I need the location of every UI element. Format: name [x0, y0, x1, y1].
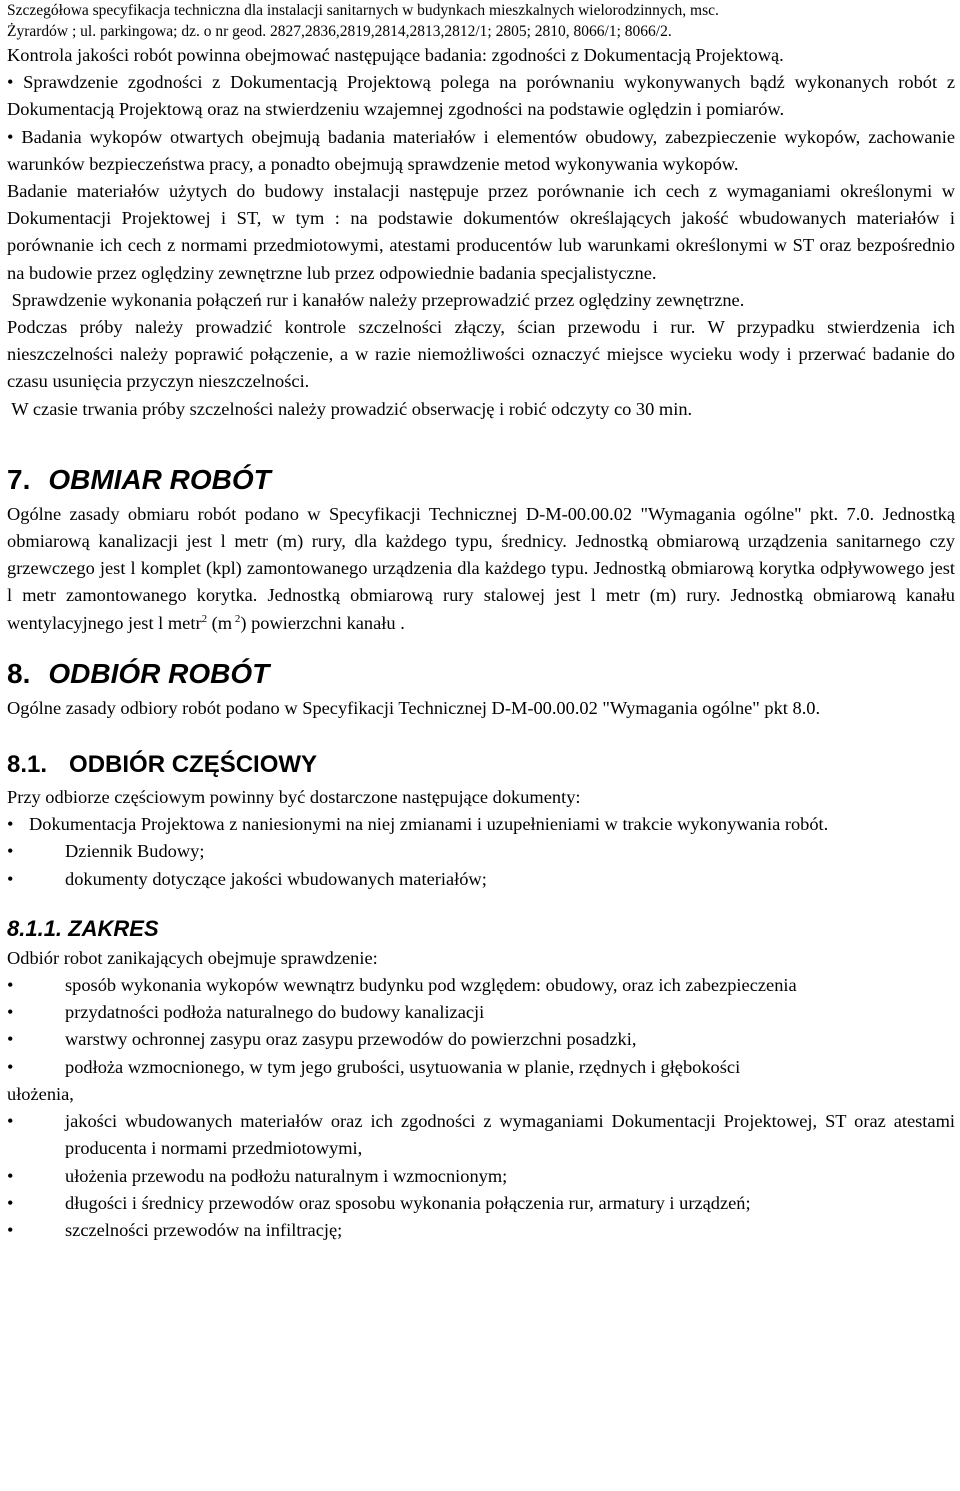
bullet-icon: •: [7, 1192, 14, 1213]
list-item: [7, 1026, 955, 1053]
joints-check-paragraph: Sprawdzenie wykonania połączeń rur i kanałów należy przeprowadzić przez oględziny zewnętrzne.: [7, 289, 745, 310]
list-item: [7, 866, 955, 893]
list-item-text: szczelności przewodów na infiltrację;: [65, 1219, 343, 1240]
list-item-text: podłoża wzmocnionego, w tym jego grubości, usytuowania w planie, rzędnych i głębokości: [65, 1056, 741, 1077]
superscript-2b: 2: [232, 612, 241, 625]
section-8-1-1-number: 8.1.1.: [7, 915, 63, 941]
section-8-1-heading: [7, 750, 955, 780]
list-item-text: warstwy ochronnej zasypu oraz zasypu przewodów do powierzchni posadzki,: [65, 1029, 637, 1050]
section-8-1-title: ODBIÓR CZĘŚCIOWY: [69, 751, 318, 779]
section-8-title: ODBIÓR ROBÓT: [48, 657, 270, 689]
superscript-2a: 2: [201, 612, 208, 625]
list-item: [7, 1054, 955, 1081]
bullet-icon: •: [7, 1002, 14, 1023]
section-8-1-list: [7, 811, 955, 893]
section-7-title: OBMIAR ROBÓT: [48, 463, 271, 495]
list-item-text: dokumenty dotyczące jakości wbudowanych materiałów;: [65, 868, 487, 889]
list-item-text: ułożenia przewodu na podłożu naturalnym i wzmocnionym;: [65, 1165, 508, 1186]
list-item: [7, 972, 955, 999]
list-item-text: sposób wykonania wykopów wewnątrz budynku pod względem: obudowy, oraz ich zabezpieczenia: [65, 975, 797, 996]
bullet-icon: •: [7, 1219, 14, 1240]
bullet-icon: •: [7, 868, 14, 889]
bullet-icon: •: [7, 841, 14, 862]
list-item-text: Dziennik Budowy;: [65, 841, 205, 862]
bullet-icon: •: [7, 1165, 14, 1186]
document-header: [7, 0, 955, 42]
section-8-1-1-list: [7, 972, 955, 1244]
list-item: [7, 999, 955, 1026]
section-8-heading: [7, 657, 955, 691]
list-item-wrap: ułożenia,: [7, 1083, 74, 1104]
section-8-1-1-title: ZAKRES: [68, 915, 159, 941]
leak-test-paragraph: Podczas próby należy prowadzić kontrole szczelności złączy, ścian przewodu i rur. W przypadku stwierdzenia ich nieszczelności należy poprawić połączenie, a w razie niemożliwości oznaczyć miejsce wycieku wody i przerwać badanie do czasu usunięcia przyczyn nieszczelności.: [7, 317, 955, 392]
bullet-icon: •: [7, 975, 14, 996]
list-item: [7, 1108, 955, 1162]
list-item: [7, 1163, 955, 1190]
bullet-icon: •: [7, 814, 14, 835]
list-item: [7, 1190, 955, 1217]
section-8-1-1-intro: Odbiór robot zanikających obejmuje sprawdzenie:: [7, 947, 378, 968]
header-line-1: Szczegółowa specyfikacja techniczna dla instalacji sanitarnych w budynkach mieszkalnych wielorodzinnych, msc.: [7, 2, 719, 19]
section-7-paragraph: [7, 501, 955, 637]
section-7-heading: [7, 463, 955, 497]
list-item-text: Dokumentacja Projektowa z naniesionymi na niej zmianami i uzupełnieniami w trakcie wykonywania robót.: [29, 814, 829, 835]
bullet-icon: •: [7, 1111, 14, 1132]
section-7-text-end: ) powierzchni kanału .: [240, 612, 405, 633]
quality-control-paragraph: Kontrola jakości robót powinna obejmować następujące badania: zgodności z Dokumentacją Projektową.: [7, 45, 784, 65]
list-item-text: długości i średnicy przewodów oraz sposobu wykonania połączenia rur, armatury i urządzeń;: [65, 1192, 751, 1213]
list-item: [7, 811, 955, 838]
excavation-tests-paragraph: • Badania wykopów otwartych obejmują badania materiałów i elementów obudowy, zabezpieczenie wykopów, zachowanie warunków bezpieczeństwa pracy, a ponadto obejmują sprawdzenie metod wykonywania wykopów.: [7, 126, 955, 174]
header-line-2: Żyrardów ; ul. parkingowa; dz. o nr geod. 2827,2836,2819,2814,2813,2812/1; 2805; 2810, 8066/1; 8066/2.: [7, 23, 672, 40]
list-item: [7, 1217, 955, 1244]
list-item-text: przydatności podłoża naturalnego do budowy kanalizacji: [65, 1002, 485, 1023]
section-7-text-mid: (m: [207, 612, 233, 633]
list-item-text: jakości wbudowanych materiałów oraz ich zgodności z wymaganiami Dokumentacji Projektowej, ST oraz atestami producenta i normami przedmiotowymi,: [65, 1111, 955, 1159]
section-7-number: 7.: [7, 463, 31, 495]
section-8-1-number: 8.1.: [7, 751, 48, 779]
test-observation-paragraph: W czasie trwania próby szczelności należy prowadzić obserwację i robić odczyty co 30 min.: [7, 398, 693, 419]
materials-test-paragraph: Badanie materiałów użytych do budowy instalacji następuje przez porównanie ich cech z wymaganiami określonymi w Dokumentacji Projektowej i ST, w tym : na podstawie dokumentów określających jakość wbudowanych materiałów i porównanie ich cech z normami przedmiotowymi, atestami producentów lub warunkami określonymi w ST oraz bezpośrednio na budowie przez oględziny zewnętrzne lub przez odpowiednie badania specjalistyczne.: [7, 181, 955, 283]
bullet-icon: •: [7, 1056, 14, 1077]
section-8-1-1-heading: [7, 915, 955, 943]
list-item: [7, 838, 955, 865]
bullet-icon: •: [7, 1029, 14, 1050]
section-8-paragraph: Ogólne zasady odbiory robót podano w Specyfikacji Technicznej D-M-00.00.02 "Wymagania ogólne" pkt 8.0.: [7, 697, 821, 718]
compliance-check-paragraph: • Sprawdzenie zgodności z Dokumentacją Projektową polega na porównaniu wykonywanych bądź wykonanych robót z Dokumentacją Projektową oraz na stwierdzeniu wzajemnej zgodności na podstawie oględzin i pomiarów.: [7, 72, 955, 120]
document-page: [7, 0, 955, 1244]
section-8-number: 8.: [7, 657, 31, 689]
section-8-1-intro: Przy odbiorze częściowym powinny być dostarczone następujące dokumenty:: [7, 787, 581, 808]
section-7-text: Ogólne zasady obmiaru robót podano w Specyfikacji Technicznej D-M-00.00.02 "Wymagania ogólne" pkt. 7.0. Jednostką obmiarową kanalizacji jest l metr (m) rury, dla każdego typu, średnicy. Jednostką obmiarową urządzenia sanitarnego czy grzewczego jest l komplet (kpl) zamontowanego urządzenia dla każdego typu. Jednostką obmiarową korytka odpływowego jest l metr zamontowanego korytka. Jednostką obmiarową rury stalowej jest l metr (m) rury. Jednostką obmiarową kanału wentylacyjnego jest l metr: [7, 503, 955, 633]
